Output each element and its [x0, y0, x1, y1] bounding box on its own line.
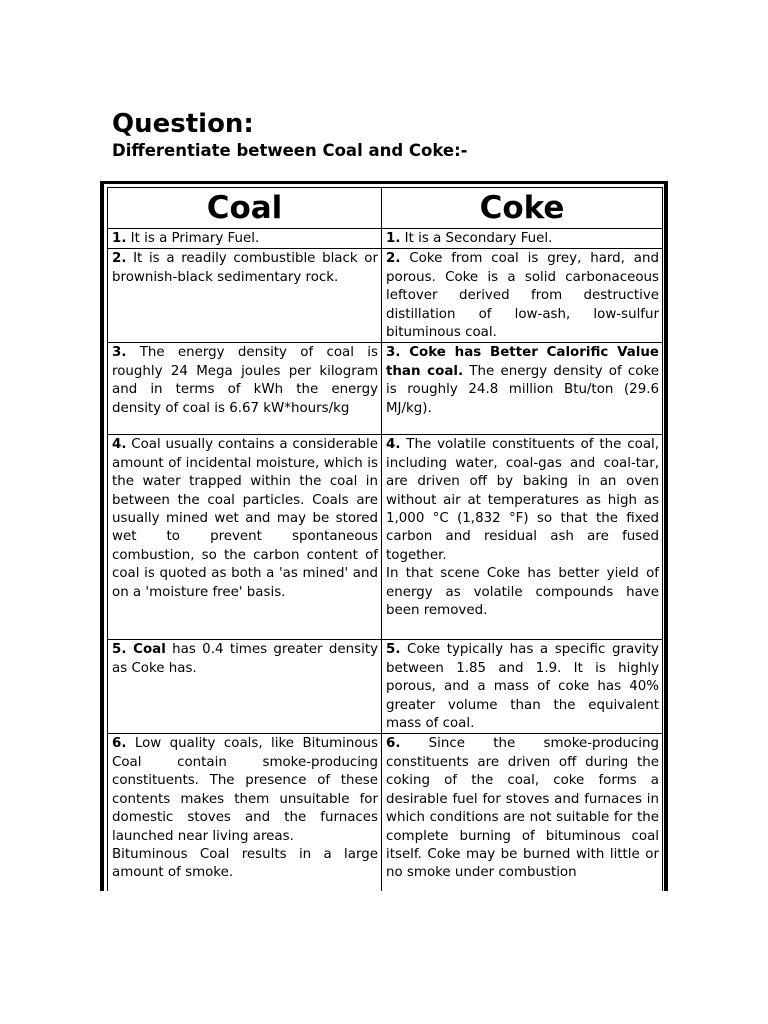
- point-text: has 0.4 times greater density as Coke has.: [112, 642, 378, 676]
- point-text: It is a Secondary Fuel.: [400, 231, 553, 246]
- coal-cell: [108, 229, 382, 249]
- coke-cell: [382, 343, 663, 435]
- comparison-table: [107, 187, 663, 891]
- point-text: It is a readily combustible black or brownish-black sedimentary rock.: [112, 251, 378, 285]
- table-row: [108, 640, 663, 734]
- coke-paragraph: [386, 230, 659, 248]
- coke-paragraph: [386, 344, 659, 418]
- point-number: 5.: [386, 642, 401, 658]
- point-text: Low quality coals, like Bituminous Coal contain smoke-producing constituents. The presence of these contents makes them unsuitable for domestic stoves and the furnaces launched near living areas.: [112, 736, 378, 844]
- table-row: [108, 435, 663, 640]
- coal-paragraph: [112, 735, 378, 845]
- point-number: 2.: [112, 251, 127, 267]
- coal-cell: [108, 343, 382, 435]
- point-number: 6.: [386, 736, 401, 752]
- coke-paragraph: [386, 565, 659, 620]
- table-header-row: [108, 188, 663, 229]
- coal-paragraph: [112, 641, 378, 678]
- coal-cell: [108, 435, 382, 640]
- coal-cell: [108, 640, 382, 734]
- table-row: [108, 343, 663, 435]
- point-number: 4.: [112, 437, 127, 453]
- point-text: Coal usually contains a considerable amount of incidental moisture, which is the water trapped within the coal in between the coal particles. Coals are usually mined wet and may be stored wet to prevent spontaneous combustion, so the carbon content of coal is quoted as both a 'as mined' and on a 'moisture free' basis.: [112, 437, 378, 600]
- column-header-coke: Coke: [382, 188, 663, 229]
- comparison-table-frame: [100, 181, 668, 891]
- point-text: The volatile constituents of the coal, including water, coal-gas and coal-tar, are driven off by baking in an oven without air at temperatures as high as 1,000 °C (1,832 °F) so that the fixed carbon and residual ash are fused together.: [386, 437, 659, 563]
- point-number: 5. Coal: [112, 642, 166, 658]
- coal-paragraph: [112, 846, 378, 883]
- table-row: [108, 229, 663, 249]
- coke-paragraph: [386, 250, 659, 342]
- point-number: 1.: [386, 231, 401, 246]
- point-number: 2.: [386, 251, 401, 267]
- point-text: The energy density of coal is roughly 24 Mega joules per kilogram and in terms of kWh the energy density of coal is 6.67 kW*hours/kg: [112, 345, 378, 416]
- point-text: Coke from coal is grey, hard, and porous. Coke is a solid carbonaceous leftover derived from destructive distillation of low-ash, low-sulfur bituminous coal.: [386, 251, 659, 341]
- point-number: 4.: [386, 437, 401, 453]
- column-header-coal: Coal: [108, 188, 382, 229]
- coal-cell: [108, 249, 382, 343]
- coal-paragraph: [112, 344, 378, 418]
- point-text: In that scene Coke has better yield of energy as volatile compounds have been removed.: [386, 566, 659, 619]
- coal-cell: [108, 734, 382, 891]
- coke-paragraph: [386, 436, 659, 565]
- coke-cell: [382, 640, 663, 734]
- table-row: [108, 249, 663, 343]
- coal-paragraph: [112, 230, 378, 248]
- coke-paragraph: [386, 641, 659, 733]
- point-number: 3.: [112, 345, 127, 361]
- point-number: 3. Coke has Better Calorific Value than coal.: [386, 345, 659, 379]
- coke-cell: [382, 734, 663, 891]
- coal-paragraph: [112, 436, 378, 602]
- coke-cell: [382, 229, 663, 249]
- point-text: Since the smoke-producing constituents are driven off during the coking of the coal, coke forms a desirable fuel for stoves and furnaces in which conditions are not suitable for the complete burning of bituminous coal itself. Coke may be burned with little or no smoke under combustion: [386, 736, 659, 881]
- point-text: Coke typically has a specific gravity between 1.85 and 1.9. It is highly porous, and a mass of coke has 40% greater volume than the equivalent mass of coal.: [386, 642, 659, 732]
- coal-paragraph: [112, 250, 378, 287]
- question-text: Differentiate between Coal and Coke:-: [112, 141, 468, 160]
- point-text: The energy density of coke is roughly 24.8 million Btu/ton (29.6 MJ/kg).: [386, 363, 660, 416]
- point-text: It is a Primary Fuel.: [126, 231, 260, 246]
- table-row: [108, 734, 663, 891]
- coke-cell: [382, 435, 663, 640]
- question-heading: Question:: [112, 109, 254, 139]
- coke-cell: [382, 249, 663, 343]
- coke-paragraph: [386, 735, 659, 882]
- point-number: 1.: [112, 231, 127, 246]
- point-text: Bituminous Coal results in a large amount of smoke.: [112, 846, 378, 881]
- point-number: 6.: [112, 736, 127, 752]
